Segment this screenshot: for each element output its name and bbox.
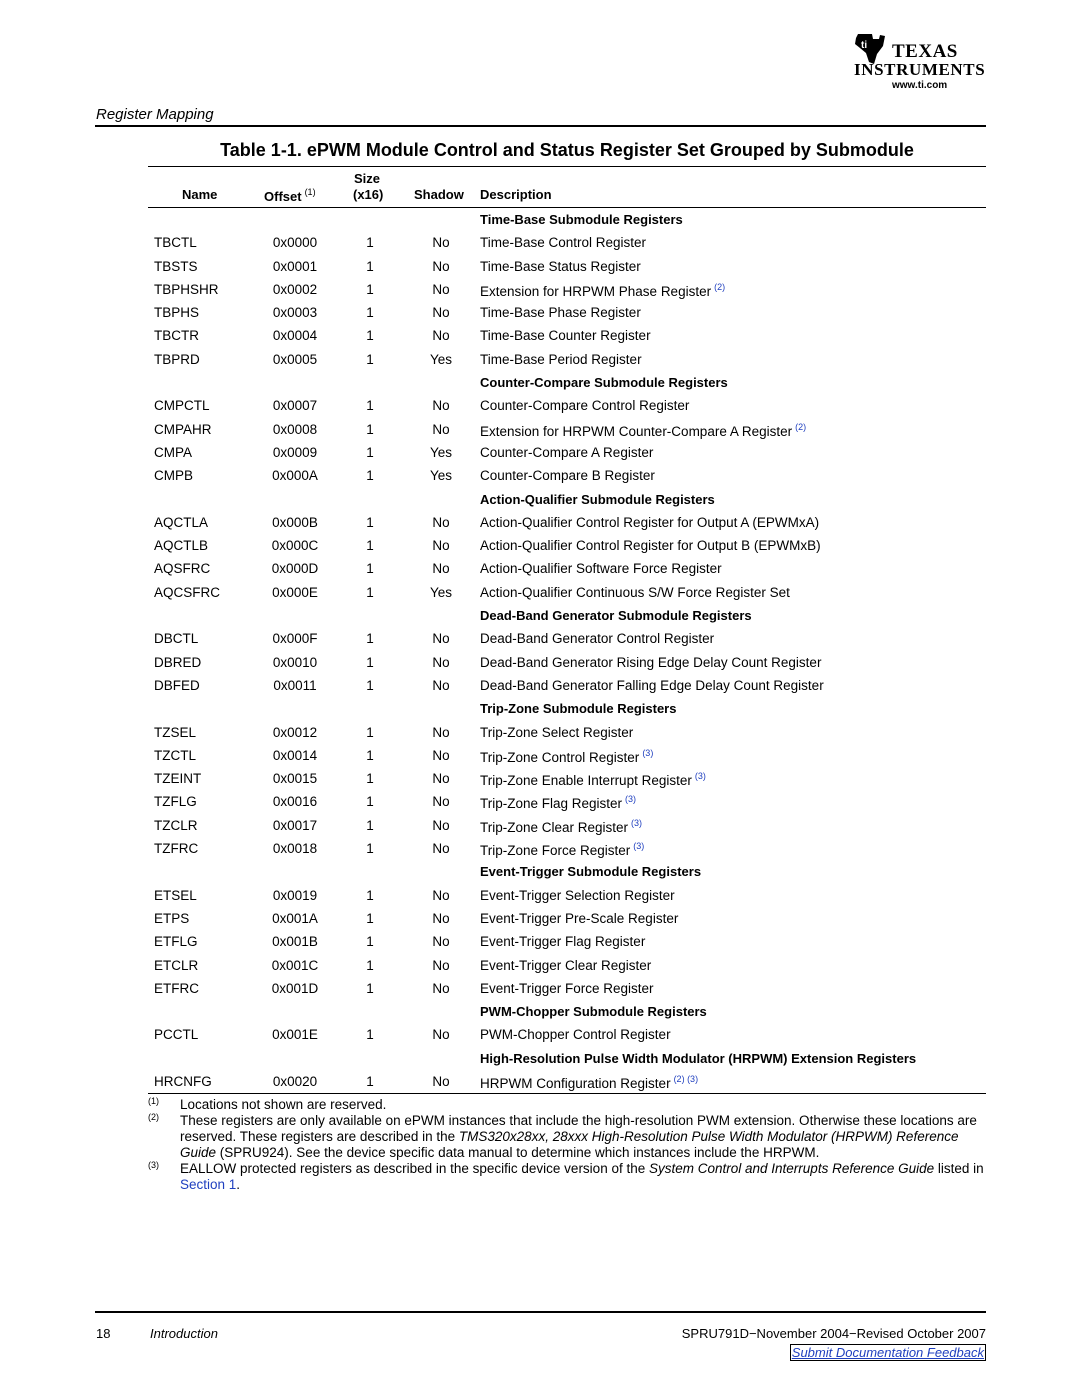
register-offset: 0x0018 (272, 841, 318, 857)
footnote-ref[interactable]: (1) (304, 187, 316, 197)
register-name: TBSTS (154, 258, 198, 274)
register-description (480, 981, 654, 996)
header-rule (95, 125, 986, 127)
register-offset: 0x0019 (272, 887, 318, 903)
register-size: 1 (366, 841, 374, 857)
register-row (148, 837, 986, 860)
section-link[interactable]: Section 1 (180, 1177, 237, 1192)
register-shadow: No (432, 258, 450, 274)
register-shadow: No (432, 771, 450, 787)
footnote-ref[interactable]: (3) (625, 794, 637, 805)
register-size: 1 (366, 677, 374, 693)
register-description (480, 748, 653, 765)
register-name: TZCTL (154, 747, 196, 763)
register-name: TBPHS (154, 305, 200, 321)
register-description (480, 888, 675, 903)
col-size-header-top: Size (354, 171, 381, 186)
register-offset: 0x0007 (272, 398, 318, 414)
description-text: Event-Trigger Clear Register (480, 957, 652, 973)
register-size: 1 (366, 584, 374, 600)
register-row (148, 930, 986, 953)
footnote-text: . (236, 1177, 241, 1192)
register-row (148, 394, 986, 417)
register-description (480, 282, 725, 299)
register-row (148, 744, 986, 767)
register-size: 1 (366, 305, 374, 321)
register-size: 1 (366, 514, 374, 530)
col-description-header: Description (480, 187, 552, 202)
description-text: Trip-Zone Select Register (480, 724, 634, 740)
register-description (480, 445, 653, 460)
register-description (480, 655, 821, 670)
register-name: TBPRD (154, 351, 200, 367)
register-size: 1 (366, 561, 374, 577)
register-shadow: No (432, 514, 450, 530)
register-offset: 0x000D (271, 561, 319, 577)
register-name: DBCTL (154, 631, 199, 647)
register-shadow: No (432, 747, 450, 763)
description-text: Action-Qualifier Continuous S/W Force Register Set (480, 584, 790, 600)
register-offset: 0x0011 (273, 677, 317, 693)
group-title: Event-Trigger Submodule Registers (480, 864, 702, 880)
register-description (480, 1074, 698, 1091)
register-name: CMPAHR (154, 421, 212, 437)
footnote-mark: (2) (148, 1112, 159, 1122)
footnote-ref[interactable]: (2) (795, 421, 807, 432)
register-name: TBPHSHR (154, 281, 219, 297)
register-size: 1 (366, 398, 374, 414)
register-size: 1 (366, 631, 374, 647)
register-description (480, 631, 714, 646)
register-size: 1 (366, 817, 374, 833)
register-shadow: No (432, 561, 450, 577)
register-name: HRCNFG (154, 1073, 212, 1089)
register-row (148, 511, 986, 534)
description-text: Counter-Compare B Register (480, 468, 655, 484)
register-description (480, 934, 645, 949)
footnote-mark: (1) (148, 1096, 159, 1106)
register-name: TZFLG (154, 794, 197, 810)
register-name: DBRED (154, 654, 202, 670)
register-shadow: No (432, 631, 450, 647)
register-name: AQCSFRC (154, 584, 221, 600)
register-name: ETSEL (154, 887, 197, 903)
register-description (480, 468, 655, 483)
register-description (480, 958, 651, 973)
register-row (148, 418, 986, 441)
col-shadow-header: Shadow (414, 187, 464, 202)
register-description (480, 259, 641, 274)
ti-brand-instruments: INSTRUMENTS (854, 60, 986, 79)
register-name: TBCTR (154, 328, 199, 344)
register-description (480, 235, 646, 250)
register-row (148, 1023, 986, 1046)
description-text: Counter-Compare Control Register (480, 398, 690, 414)
ti-url[interactable]: www.ti.com (892, 80, 948, 91)
submit-feedback-link[interactable]: Submit Documentation Feedback (791, 1345, 984, 1360)
register-name: DBFED (154, 677, 200, 693)
description-text: Event-Trigger Selection Register (480, 887, 675, 903)
group-header-row (148, 371, 986, 394)
register-row (148, 954, 986, 977)
description-text: PWM-Chopper Control Register (480, 1027, 671, 1043)
register-shadow: No (432, 538, 450, 554)
register-size: 1 (366, 794, 374, 810)
group-title: Dead-Band Generator Submodule Registers (480, 608, 752, 624)
register-row (148, 301, 986, 324)
register-row (148, 534, 986, 557)
register-offset: 0x0012 (272, 724, 318, 740)
register-row (148, 907, 986, 930)
table-title: Table 1-1. ePWM Module Control and Status Register Set Grouped by Submodule (220, 140, 914, 160)
footnote-text: Locations not shown are reserved. (180, 1097, 387, 1112)
register-row (148, 767, 986, 790)
svg-text:ti: ti (861, 40, 868, 51)
footnote-3 (148, 1161, 986, 1193)
register-row (148, 464, 986, 487)
register-size: 1 (366, 957, 374, 973)
register-shadow: Yes (429, 351, 453, 367)
footnote-1 (148, 1097, 986, 1113)
register-table (148, 166, 986, 1094)
register-size: 1 (366, 538, 374, 554)
col-offset-header: Offset $^{(1)}$ (264, 187, 316, 204)
group-title: PWM-Chopper Submodule Registers (480, 1004, 707, 1020)
register-shadow: No (432, 305, 450, 321)
register-offset: 0x000F (272, 631, 318, 647)
footnote-text: EALLOW protected registers as described in the specific device version of the (180, 1161, 649, 1176)
register-row (148, 348, 986, 371)
table-bottom-rule (148, 1093, 986, 1094)
register-description (480, 678, 824, 693)
ti-logo (852, 30, 987, 92)
register-name: TZSEL (154, 724, 197, 740)
register-name: CMPA (154, 444, 193, 460)
footnote-ref[interactable]: (3) (694, 771, 706, 782)
register-row (148, 1070, 986, 1093)
register-description (480, 841, 644, 858)
ti-brand-texas: TEXAS (892, 41, 958, 62)
register-name: ETFRC (154, 980, 199, 996)
description-text: Dead-Band Generator Control Register (480, 631, 715, 647)
footnote-ref[interactable]: (3) (642, 747, 654, 758)
register-name: ETCLR (154, 957, 199, 973)
description-text: Dead-Band Generator Rising Edge Delay Count Register (480, 654, 822, 670)
register-offset: 0x0008 (272, 421, 318, 437)
register-name: AQCTLB (154, 538, 209, 554)
description-text: Event-Trigger Flag Register (480, 934, 646, 950)
register-row (148, 231, 986, 254)
footnote-ref[interactable]: (2) (3) (673, 1073, 699, 1084)
register-size: 1 (366, 351, 374, 367)
register-size: 1 (366, 654, 374, 670)
group-header-row (148, 208, 986, 231)
register-row (148, 814, 986, 837)
description-text: Counter-Compare A Register (480, 444, 654, 460)
register-shadow: No (432, 934, 450, 950)
section-title: Register Mapping (96, 106, 214, 123)
footer-rule (95, 1311, 986, 1313)
group-header-row (148, 697, 986, 720)
register-shadow: No (432, 910, 450, 926)
register-row (148, 884, 986, 907)
register-description (480, 398, 689, 413)
register-row (148, 674, 986, 697)
description-text: Trip-Zone Clear Register (480, 819, 629, 835)
register-shadow: No (432, 1073, 450, 1089)
register-row (148, 721, 986, 744)
footnote-2 (148, 1113, 986, 1161)
register-offset: 0x001A (272, 910, 318, 926)
footnote-ref[interactable]: (3) (631, 817, 643, 828)
register-name: AQCTLA (154, 514, 209, 530)
register-size: 1 (366, 910, 374, 926)
register-size: 1 (366, 468, 374, 484)
register-row (148, 627, 986, 650)
page-number: 18 (96, 1326, 111, 1341)
footnotes (148, 1097, 986, 1193)
description-text: Trip-Zone Flag Register (480, 796, 623, 812)
register-description (480, 585, 790, 600)
footnote-doc-title: System Control and Interrupts Reference Guide (648, 1161, 935, 1176)
register-offset: 0x0017 (272, 817, 318, 833)
register-name: TZCLR (154, 817, 198, 833)
description-text: Action-Qualifier Control Register for Output B (EPWMxB) (480, 538, 821, 554)
register-shadow: No (432, 281, 450, 297)
register-shadow: No (432, 957, 450, 973)
register-name: ETFLG (154, 934, 198, 950)
group-title: Time-Base Submodule Registers (480, 212, 683, 227)
register-shadow: Yes (429, 444, 453, 460)
register-offset: 0x000E (272, 584, 318, 600)
group-header-row (148, 604, 986, 627)
footnote-text: listed in (934, 1161, 984, 1176)
chapter-name: Introduction (150, 1326, 218, 1341)
register-description (480, 352, 642, 367)
table-body (148, 208, 986, 1093)
register-offset: 0x0001 (272, 258, 318, 274)
group-title: Trip-Zone Submodule Registers (480, 701, 677, 717)
footnote-text: These registers are only available on ePWM instances that include the high-resolution PWM extension. Otherwise these locations are reserved. These registers are described in the (180, 1113, 977, 1144)
register-size: 1 (366, 887, 374, 903)
register-shadow: No (432, 235, 450, 251)
register-offset: 0x0009 (272, 444, 318, 460)
register-description (480, 818, 642, 835)
register-shadow: No (432, 1027, 450, 1043)
col-name-header: Name (182, 187, 218, 202)
register-shadow: No (432, 841, 450, 857)
register-size: 1 (366, 444, 374, 460)
footnote-ref[interactable]: (3) (633, 841, 645, 852)
register-row (148, 255, 986, 278)
register-name: PCCTL (154, 1027, 199, 1043)
description-text: Trip-Zone Enable Interrupt Register (480, 773, 692, 789)
register-size: 1 (366, 747, 374, 763)
description-text: Extension for HRPWM Phase Register (480, 283, 712, 299)
register-shadow: No (432, 398, 450, 414)
register-shadow: No (432, 724, 450, 740)
register-description (480, 561, 722, 576)
register-offset: 0x0000 (272, 235, 318, 251)
register-name: TZFRC (154, 841, 199, 857)
register-name: AQSFRC (154, 561, 211, 577)
description-text: Event-Trigger Pre-Scale Register (480, 910, 679, 926)
description-text: Time-Base Period Register (480, 351, 642, 367)
register-size: 1 (366, 1073, 374, 1089)
register-row (148, 324, 986, 347)
register-offset: 0x001C (271, 957, 319, 973)
register-name: ETPS (154, 910, 190, 926)
register-shadow: No (432, 794, 450, 810)
register-size: 1 (366, 258, 374, 274)
footnote-text: (SPRU924). See the device specific data manual to determine which instances include the HRPWM. (216, 1145, 820, 1160)
register-offset: 0x0002 (272, 281, 318, 297)
description-text: Time-Base Status Register (480, 258, 641, 274)
group-header-row (148, 860, 986, 883)
register-name: TZEINT (154, 771, 202, 787)
register-offset: 0x000A (272, 468, 318, 484)
register-description (480, 725, 633, 740)
register-description (480, 911, 678, 926)
description-text: Time-Base Counter Register (480, 328, 651, 344)
register-shadow: No (432, 677, 450, 693)
register-shadow: No (432, 328, 450, 344)
group-header-row (148, 1000, 986, 1023)
register-row (148, 977, 986, 1000)
register-size: 1 (366, 281, 374, 297)
table-header (148, 166, 986, 208)
description-text: Time-Base Control Register (480, 235, 647, 251)
register-row (148, 557, 986, 580)
register-row (148, 581, 986, 604)
register-row (148, 278, 986, 301)
register-description (480, 771, 706, 788)
description-text: Action-Qualifier Control Register for Output A (EPWMxA) (480, 514, 820, 530)
register-offset: 0x001E (272, 1027, 318, 1043)
group-title: Counter-Compare Submodule Registers (480, 375, 728, 391)
register-offset: 0x0010 (272, 654, 318, 670)
register-size: 1 (366, 235, 374, 251)
register-size: 1 (366, 1027, 374, 1043)
description-text: Event-Trigger Force Register (480, 980, 654, 996)
group-header-row (148, 1047, 986, 1070)
col-size-header-bottom: (x16) (353, 187, 384, 202)
description-text: Trip-Zone Control Register (480, 749, 640, 765)
register-description (480, 422, 806, 439)
document-id: SPRU791D−November 2004−Revised October 2007 (681, 1326, 986, 1341)
footnote-doc-title: TMS320x28xx, 28xxx High-Resolution Pulse Width Modulator (HRPWM) Reference Guide (180, 1129, 959, 1160)
register-offset: 0x001B (272, 934, 318, 950)
register-offset: 0x0014 (272, 747, 318, 763)
register-shadow: Yes (429, 584, 453, 600)
register-offset: 0x0015 (272, 771, 318, 787)
description-text: Dead-Band Generator Falling Edge Delay Count Register (480, 677, 824, 693)
register-size: 1 (366, 328, 374, 344)
register-row (148, 651, 986, 674)
description-text: Extension for HRPWM Counter-Compare A Register (480, 423, 793, 439)
register-offset: 0x0016 (272, 794, 318, 810)
register-offset: 0x0003 (272, 305, 318, 321)
register-offset: 0x0004 (272, 328, 318, 344)
register-description (480, 794, 636, 811)
register-name: CMPB (154, 468, 194, 484)
register-size: 1 (366, 724, 374, 740)
description-text: Trip-Zone Force Register (480, 843, 631, 859)
register-description (480, 328, 651, 343)
group-title: Action-Qualifier Submodule Registers (480, 491, 715, 507)
register-name: CMPCTL (154, 398, 210, 414)
register-size: 1 (366, 980, 374, 996)
register-description (480, 1027, 671, 1042)
description-text: Time-Base Phase Register (480, 305, 641, 321)
register-offset: 0x000C (271, 538, 319, 554)
register-offset: 0x000B (272, 514, 318, 530)
register-shadow: No (432, 654, 450, 670)
group-title: High-Resolution Pulse Width Modulator (HRPWM) Extension Registers (480, 1050, 917, 1066)
footnote-mark: (3) (148, 1160, 159, 1170)
register-shadow: Yes (429, 468, 453, 484)
register-size: 1 (366, 771, 374, 787)
register-shadow: No (432, 887, 450, 903)
register-name: TBCTL (154, 235, 197, 251)
register-shadow: No (432, 421, 450, 437)
register-shadow: No (432, 817, 450, 833)
register-description (480, 515, 819, 530)
register-row (148, 441, 986, 464)
footnote-ref[interactable]: (2) (714, 281, 726, 292)
description-text: Action-Qualifier Software Force Register (480, 561, 722, 577)
register-row (148, 790, 986, 813)
register-description (480, 305, 641, 320)
register-shadow: No (432, 980, 450, 996)
register-offset: 0x001D (271, 980, 319, 996)
description-text: HRPWM Configuration Register (480, 1075, 671, 1091)
register-size: 1 (366, 421, 374, 437)
register-offset: 0x0020 (272, 1073, 318, 1089)
register-offset: 0x0005 (272, 351, 318, 367)
register-size: 1 (366, 934, 374, 950)
register-description (480, 538, 821, 553)
group-header-row (148, 488, 986, 511)
